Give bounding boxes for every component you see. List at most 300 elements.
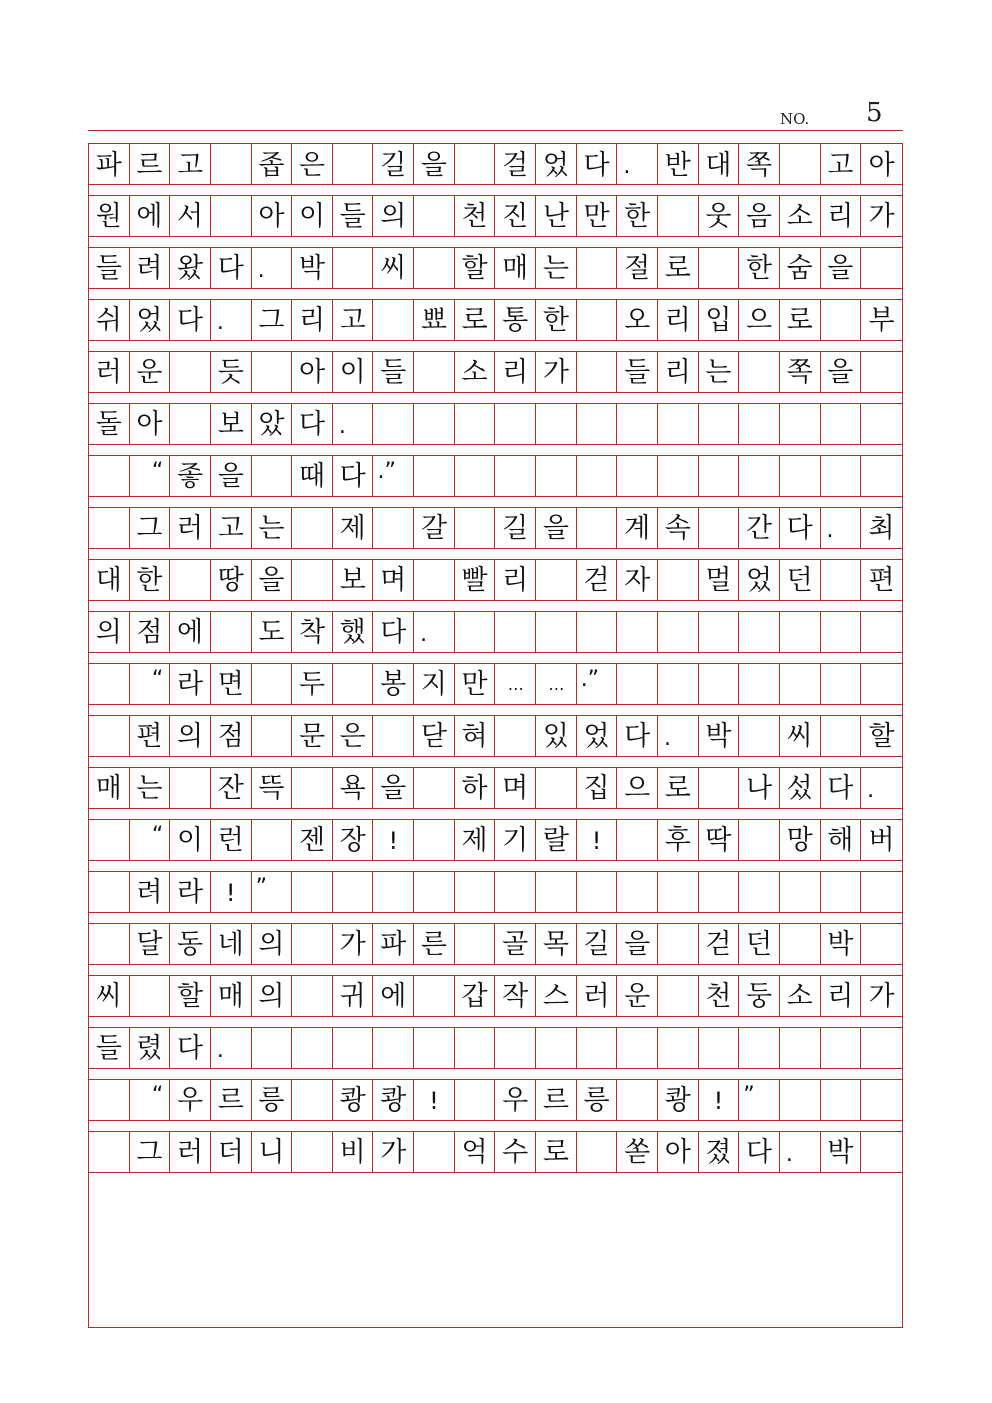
manuscript-cell [536,768,577,808]
manuscript-cell: 르 [536,1080,577,1120]
manuscript-cell [536,456,577,496]
manuscript-row [89,1027,902,1069]
manuscript-row [89,1131,902,1173]
manuscript-cell: 을 [821,352,862,392]
manuscript-cell [333,664,374,704]
manuscript-cell: 해 [821,820,862,860]
manuscript-row [89,247,902,289]
manuscript-cell [373,872,414,912]
manuscript-cell: 제 [455,820,496,860]
manuscript-cell: 아 [292,352,333,392]
manuscript-cell [861,248,902,288]
manuscript-cell [821,872,862,912]
manuscript-cell: 숨 [780,248,821,288]
manuscript-cell: 에 [130,196,171,236]
manuscript-cell: 었 [739,560,780,600]
manuscript-cell: . [658,716,699,756]
manuscript-cell: 의 [89,612,130,652]
manuscript-cell [780,1028,821,1068]
manuscript-cell: 는 [699,352,740,392]
manuscript-cell [292,508,333,548]
manuscript-cell [252,1028,293,1068]
manuscript-cell: 보 [333,560,374,600]
manuscript-cell: 라 [170,872,211,912]
manuscript-cell: 운 [130,352,171,392]
manuscript-cell [495,1028,536,1068]
manuscript-cell: . [333,404,374,444]
manuscript-cell: 오 [617,300,658,340]
manuscript-cell: 편 [130,716,171,756]
manuscript-cell [414,976,455,1016]
manuscript-cell: 그 [130,1132,171,1172]
manuscript-cell [617,1080,658,1120]
manuscript-cell: 원 [89,196,130,236]
manuscript-cell: 섰 [780,768,821,808]
manuscript-cell: 로 [536,1132,577,1172]
manuscript-cell: 런 [211,820,252,860]
manuscript-cell: 작 [495,976,536,1016]
manuscript-cell [821,716,862,756]
manuscript-cell: 던 [780,560,821,600]
manuscript-cell: 속 [658,508,699,548]
manuscript-cell [414,1028,455,1068]
manuscript-cell: 자 [617,560,658,600]
manuscript-cell: 리 [495,352,536,392]
manuscript-cell [699,1028,740,1068]
manuscript-cell: 갈 [414,508,455,548]
manuscript-cell: 돌 [89,404,130,444]
manuscript-cell: 편 [868,565,895,596]
manuscript-cell: 착 [292,612,333,652]
manuscript-cell [658,924,699,964]
manuscript-row [89,611,902,653]
manuscript-cell [821,664,862,704]
manuscript-cell: 로 [658,248,699,288]
manuscript-cell: 로 [658,768,699,808]
manuscript-cell: 며 [373,560,414,600]
manuscript-cell: 는 [252,508,293,548]
manuscript-cell [455,1080,496,1120]
manuscript-cell [699,612,740,652]
manuscript-cell: 을 [536,508,577,548]
manuscript-cell: 아 [658,1132,699,1172]
manuscript-cell: 고 [821,144,862,184]
manuscript-cell [333,248,374,288]
manuscript-cell: ” [252,872,293,912]
manuscript-cell [455,144,496,184]
manuscript-cell: 이 [170,820,211,860]
manuscript-cell [292,560,333,600]
manuscript-cell: 점 [211,716,252,756]
manuscript-cell: 다 [373,612,414,652]
manuscript-row [89,767,902,809]
manuscript-cell: 다 [333,456,374,496]
manuscript-cell: 고 [211,508,252,548]
manuscript-cell [577,1028,618,1068]
manuscript-cell: 딱 [699,820,740,860]
manuscript-cell: 다 [577,144,618,184]
manuscript-cell [739,872,780,912]
manuscript-cell: 좁 [252,144,293,184]
manuscript-cell: 한 [617,196,658,236]
manuscript-cell: . [617,144,658,184]
manuscript-cell [821,1028,862,1068]
manuscript-cell [780,612,821,652]
manuscript-cell: 른 [414,924,455,964]
manuscript-cell: 절 [617,248,658,288]
manuscript-cell [252,664,293,704]
manuscript-cell: 왔 [170,248,211,288]
manuscript-cell [658,872,699,912]
manuscript-row [89,975,902,1017]
manuscript-cell [495,872,536,912]
manuscript-cell: ! [414,1080,455,1120]
manuscript-cell [455,1028,496,1068]
manuscript-cell [780,144,821,184]
manuscript-cell [414,196,455,236]
manuscript-cell: 이 [292,196,333,236]
manuscript-cell: 나 [739,768,780,808]
manuscript-cell [455,456,496,496]
page-number-label: NO. [780,110,810,128]
manuscript-row [89,715,902,757]
manuscript-cell [495,612,536,652]
manuscript-cell [739,352,780,392]
manuscript-cell: 로 [455,300,496,340]
manuscript-cell [780,456,821,496]
manuscript-cell: … [536,664,577,704]
manuscript-cell [414,768,455,808]
manuscript-cell [292,1028,333,1068]
manuscript-cell [739,456,780,496]
manuscript-cell [739,664,780,704]
manuscript-cell [495,716,536,756]
manuscript-cell: 라 [170,664,211,704]
manuscript-cell: 달 [130,924,171,964]
manuscript-cell: 들 [617,352,658,392]
manuscript-cell [373,508,414,548]
manuscript-cell: 들 [89,248,130,288]
manuscript-cell: ! [211,872,252,912]
manuscript-cell [252,820,293,860]
manuscript-cell [292,1132,333,1172]
manuscript-cell [89,664,130,704]
manuscript-cell: 할 [455,248,496,288]
manuscript-cell [170,352,211,392]
manuscript-cell [617,1028,658,1068]
manuscript-cell: 었 [577,716,618,756]
manuscript-cell [780,664,821,704]
manuscript-cell [780,1080,821,1120]
manuscript-cell [821,456,862,496]
manuscript-cell [414,560,455,600]
manuscript-cell: 다 [780,508,821,548]
manuscript-cell: 고 [333,300,374,340]
manuscript-cell [861,612,902,652]
manuscript-cell [780,924,821,964]
manuscript-cell: 쾅 [333,1080,374,1120]
manuscript-cell: … [495,664,536,704]
manuscript-cell: 소 [455,352,496,392]
manuscript-cell: 릉 [577,1080,618,1120]
manuscript-cell [617,404,658,444]
header-rule [88,130,903,131]
manuscript-cell [89,456,130,496]
manuscript-cell: 했 [333,612,374,652]
manuscript-cell [89,1080,130,1120]
manuscript-cell: 으 [739,300,780,340]
manuscript-cell: 아 [252,196,293,236]
manuscript-cell: 쉬 [89,300,130,340]
manuscript-cell [455,508,496,548]
manuscript-cell: 가 [333,924,374,964]
manuscript-cell: 웃 [699,196,740,236]
manuscript-cell [414,872,455,912]
manuscript-cell: . [211,1028,252,1068]
manuscript-cell [658,612,699,652]
manuscript-cell: 아 [868,149,895,181]
manuscript-cell [536,1028,577,1068]
manuscript-cell [739,404,780,444]
manuscript-row [89,403,902,445]
manuscript-cell: 만 [577,196,618,236]
manuscript-cell [414,456,455,496]
manuscript-grid [88,143,903,1328]
manuscript-cell: 걸 [495,144,536,184]
manuscript-cell: 의 [170,716,211,756]
manuscript-row [89,1079,902,1121]
manuscript-cell: 매 [495,248,536,288]
manuscript-cell: 닫 [414,716,455,756]
manuscript-cell [414,1132,455,1172]
manuscript-row [89,559,902,601]
manuscript-cell: 쾅 [373,1080,414,1120]
manuscript-cell: 다 [211,248,252,288]
manuscript-cell: . [252,248,293,288]
manuscript-cell [211,144,252,184]
manuscript-cell: 골 [495,924,536,964]
manuscript-cell: 부 [868,305,895,336]
manuscript-cell [739,716,780,756]
manuscript-cell: 들 [89,1028,130,1068]
manuscript-cell [495,456,536,496]
manuscript-cell: 며 [495,768,536,808]
manuscript-cell: 길 [577,924,618,964]
manuscript-cell: 을 [373,768,414,808]
manuscript-cell: 할 [170,976,211,1016]
manuscript-cell [861,1028,902,1068]
manuscript-cell: 가 [536,352,577,392]
manuscript-cell [292,768,333,808]
manuscript-cell [89,872,130,912]
manuscript-cell: 은 [292,144,333,184]
manuscript-cell: 가 [868,981,895,1012]
manuscript-cell [658,196,699,236]
manuscript-cell: 은 [333,716,374,756]
manuscript-cell: 박 [292,248,333,288]
manuscript-cell: 을 [821,248,862,288]
manuscript-cell: 후 [658,820,699,860]
manuscript-cell: 천 [455,196,496,236]
manuscript-cell: 려 [130,248,171,288]
manuscript-cell: 서 [170,196,211,236]
manuscript-cell: 뜩 [252,768,293,808]
manuscript-cell: 에 [373,976,414,1016]
manuscript-cell: 우 [495,1080,536,1120]
manuscript-cell: 뾰 [414,300,455,340]
manuscript-cell [861,1080,902,1120]
manuscript-cell: 좋 [170,456,211,496]
page-number: 5 [866,98,883,128]
manuscript-cell: 던 [739,924,780,964]
manuscript-cell: 르 [130,144,171,184]
manuscript-cell: 욕 [333,768,374,808]
manuscript-cell [821,1080,862,1120]
manuscript-cell [577,248,618,288]
manuscript-cell [821,560,862,600]
manuscript-cell: 비 [333,1132,374,1172]
manuscript-cell [130,976,171,1016]
manuscript-cell: 박 [821,1132,862,1172]
manuscript-row [89,299,902,341]
manuscript-cell: . [414,612,455,652]
manuscript-cell: 한 [739,248,780,288]
manuscript-cell: 렸 [130,1028,171,1068]
manuscript-cell: 망 [780,820,821,860]
manuscript-cell: 러 [577,976,618,1016]
manuscript-cell: 리 [495,560,536,600]
manuscript-cell: 로 [780,300,821,340]
manuscript-cell: 계 [617,508,658,548]
manuscript-cell: 대 [699,144,740,184]
manuscript-cell [333,872,374,912]
manuscript-cell: 더 [211,1132,252,1172]
manuscript-cell: 봉 [373,664,414,704]
manuscript-cell [821,404,862,444]
manuscript-cell [617,456,658,496]
manuscript-cell [780,872,821,912]
manuscript-cell: 쾅 [658,1080,699,1120]
manuscript-cell [89,716,130,756]
manuscript-cell [699,404,740,444]
manuscript-cell [861,1132,902,1172]
manuscript-cell [292,976,333,1016]
manuscript-cell: 귀 [333,976,374,1016]
manuscript-cell [658,456,699,496]
manuscript-cell [170,560,211,600]
manuscript-cell: ” [739,1080,780,1120]
manuscript-cell: “ [130,664,171,704]
manuscript-cell [699,664,740,704]
manuscript-row [89,819,902,861]
manuscript-cell [617,664,658,704]
manuscript-cell: 네 [211,924,252,964]
manuscript-cell: 걷 [577,560,618,600]
manuscript-cell: 한 [536,300,577,340]
manuscript-cell [861,664,902,704]
manuscript-cell: 그 [130,508,171,548]
manuscript-cell [861,456,902,496]
manuscript-cell: 천 [699,976,740,1016]
manuscript-cell [211,196,252,236]
manuscript-cell: “ [130,820,171,860]
manuscript-cell [536,560,577,600]
manuscript-cell [89,924,130,964]
manuscript-cell [577,872,618,912]
manuscript-cell: 있 [536,716,577,756]
manuscript-cell: 을 [414,144,455,184]
manuscript-cell [617,872,658,912]
manuscript-cell: 제 [333,508,374,548]
manuscript-cell: 면 [211,664,252,704]
manuscript-cell [699,456,740,496]
manuscript-row [89,663,902,705]
manuscript-cell: 다 [292,404,333,444]
manuscript-cell: 랄 [536,820,577,860]
manuscript-cell: 니 [252,1132,293,1172]
manuscript-cell: 는 [130,768,171,808]
manuscript-cell: 스 [536,976,577,1016]
manuscript-cell: .” [577,664,618,704]
manuscript-cell: 최 [868,513,895,544]
manuscript-cell: 보 [211,404,252,444]
manuscript-cell: 씨 [780,716,821,756]
manuscript-cell: . [821,508,862,548]
manuscript-cell: 난 [536,196,577,236]
manuscript-cell: 갑 [455,976,496,1016]
manuscript-cell [658,1028,699,1068]
manuscript-cell [577,404,618,444]
manuscript-cell [89,820,130,860]
manuscript-cell: 르 [211,1080,252,1120]
manuscript-cell [292,1080,333,1120]
manuscript-cell: 다 [821,768,862,808]
manuscript-cell [252,716,293,756]
manuscript-cell: ! [699,1080,740,1120]
manuscript-cell [658,664,699,704]
manuscript-cell [455,924,496,964]
manuscript-cell: 가 [373,1132,414,1172]
manuscript-cell: 러 [170,508,211,548]
manuscript-cell: “ [130,1080,171,1120]
manuscript-cell: 집 [577,768,618,808]
manuscript-row [89,144,902,185]
manuscript-cell: 았 [252,404,293,444]
manuscript-cell [414,404,455,444]
manuscript-cell: 리 [658,300,699,340]
manuscript-cell: 동 [170,924,211,964]
manuscript-cell: 입 [699,300,740,340]
manuscript-cell [577,300,618,340]
manuscript-row [89,351,902,393]
manuscript-cell: 빨 [455,560,496,600]
manuscript-cell: 었 [130,300,171,340]
manuscript-cell [373,300,414,340]
manuscript-cell: 목 [536,924,577,964]
manuscript-cell [211,612,252,652]
manuscript-cell: 지 [414,664,455,704]
manuscript-cell: .” [373,456,414,496]
manuscript-cell: 씨 [89,976,130,1016]
manuscript-cell: 소 [780,976,821,1016]
manuscript-cell [577,508,618,548]
manuscript-cell: 혀 [455,716,496,756]
manuscript-cell [699,248,740,288]
manuscript-cell: 문 [292,716,333,756]
manuscript-cell: . [780,1132,821,1172]
manuscript-row [89,507,902,549]
manuscript-cell: 땅 [211,560,252,600]
